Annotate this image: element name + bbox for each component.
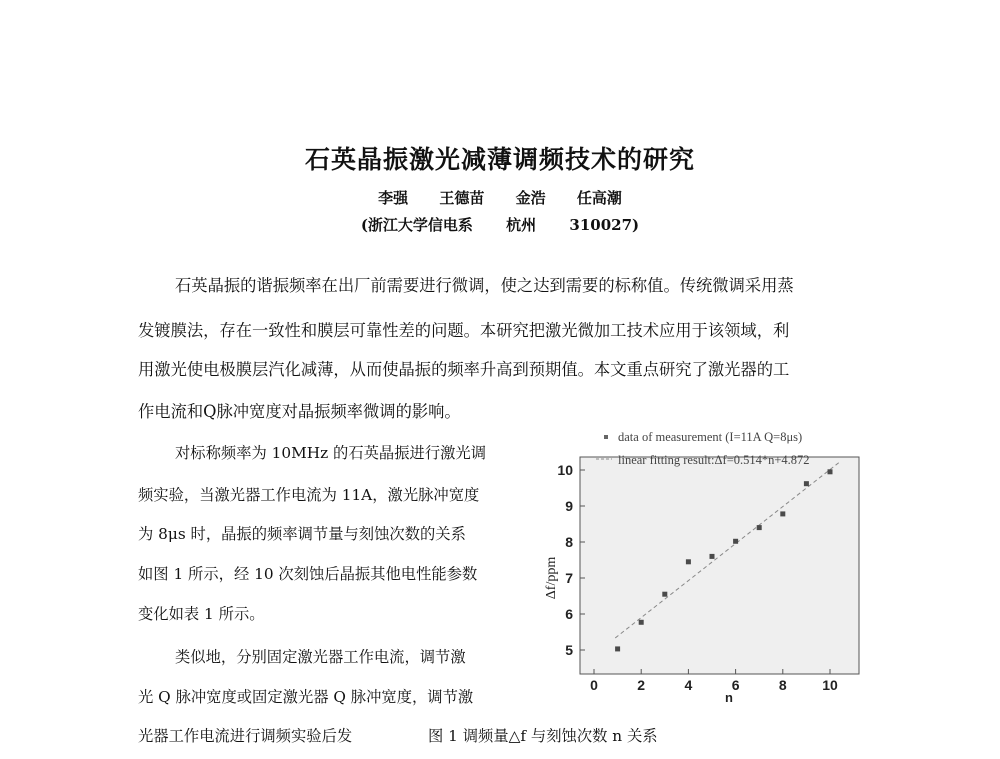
legend-entry-points: data of measurement (I=11A Q=8μs) (618, 430, 803, 444)
affiliation-postcode: 310027) (569, 216, 640, 234)
y-tick-label: 9 (565, 498, 573, 514)
y-tick-label: 7 (565, 570, 573, 586)
affiliation-city: 杭州 (506, 216, 537, 234)
intro-line: 用激光使电极膜层汽化减薄，从而使晶振的频率升高到预期值。本文重点研究了激光器的工 (138, 360, 790, 379)
x-tick-label: 8 (778, 677, 787, 693)
body-line: 变化如表 1 所示。 (138, 605, 265, 623)
author: 王德苗 (439, 189, 485, 207)
x-tick-label: 4 (684, 677, 693, 693)
data-point (780, 511, 785, 516)
affiliation (0, 214, 1000, 235)
body-line: 为 8μs 时，晶振的频率调节量与刻蚀次数的关系 (138, 525, 466, 543)
data-point (757, 525, 762, 530)
intro-line: 石英晶振的谐振频率在出厂前需要进行微调，使之达到需要的标称值。传统微调采用蒸 (175, 276, 794, 295)
body-line: 对标称频率为 10MHz 的石英晶振进行激光调 (175, 444, 487, 462)
paper-title: 石英晶振激光减薄调频技术的研究 (304, 145, 695, 174)
body-line: 光器工作电流进行调频实验后发 (138, 727, 353, 745)
data-point (639, 620, 644, 625)
y-tick-label: 6 (565, 606, 573, 622)
body-line: 频实验，当激光器工作电流为 11A，激光脉冲宽度 (138, 486, 480, 504)
figure-1-chart (532, 428, 867, 706)
plot-area (580, 457, 859, 674)
y-tick-label: 8 (565, 534, 573, 550)
data-point (615, 646, 620, 651)
x-tick-label: 2 (637, 677, 646, 693)
x-tick-label: 6 (731, 677, 740, 693)
body-line: 如图 1 所示，经 10 次刻蚀后晶振其他电性能参数 (138, 565, 478, 583)
author: 李强 (378, 189, 409, 207)
body-line: 类似地，分别固定激光器工作电流，调节激 (175, 648, 466, 666)
data-point (733, 539, 738, 544)
affiliation-institution: (浙江大学信电系 (360, 216, 473, 234)
y-tick-label: 5 (565, 642, 573, 658)
intro-line: 发镀膜法，存在一致性和膜层可靠性差的问题。本研究把激光微加工技术应用于该领域，利 (138, 321, 790, 340)
intro-line: 作电流和Q脉冲宽度对晶振频率微调的影响。 (138, 402, 461, 421)
body-line: 光 Q 脉冲宽度或固定激光器 Q 脉冲宽度，调节激 (138, 688, 474, 706)
legend (596, 430, 810, 467)
data-point (686, 559, 691, 564)
author: 金浩 (515, 189, 546, 207)
data-point (662, 592, 667, 597)
author: 任高潮 (576, 189, 622, 207)
y-tick-label: 10 (557, 462, 573, 478)
data-point (804, 481, 809, 486)
x-axis-label: n (725, 690, 733, 705)
x-tick-label: 0 (590, 677, 598, 693)
figure-caption: 图 1 调频量△f 与刻蚀次数 n 关系 (428, 727, 658, 745)
data-point (828, 469, 833, 474)
author-list (0, 187, 1000, 208)
data-point (710, 554, 715, 559)
y-axis-label: Δf/ppm (544, 556, 559, 600)
legend-entry-fit: linear fitting result:Δf=0.514*n+4.872 (618, 453, 810, 467)
legend-marker-points (604, 435, 608, 439)
x-tick-label: 10 (822, 677, 838, 693)
